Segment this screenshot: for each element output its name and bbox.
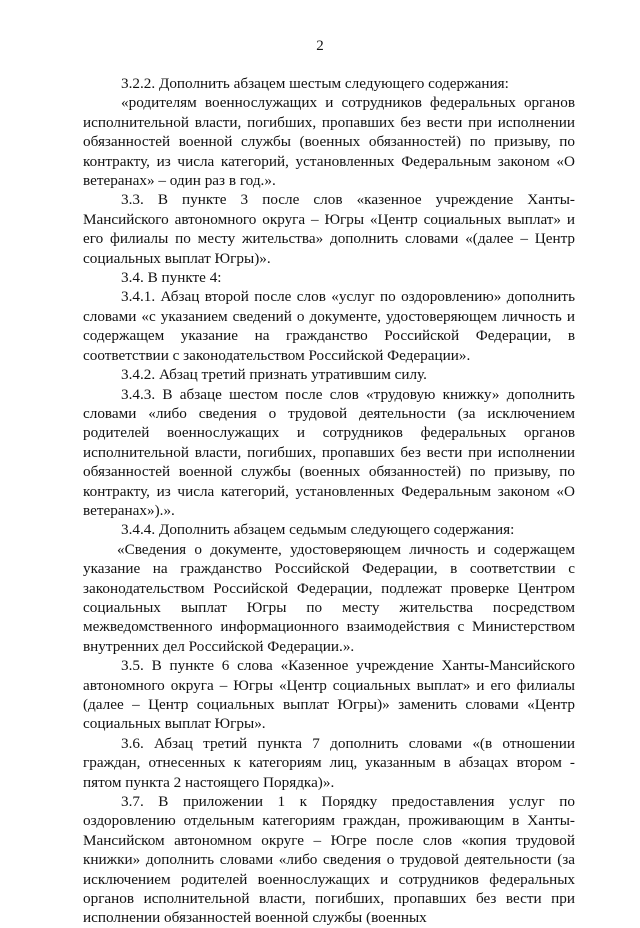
paragraph-3-4-3: 3.4.3. В абзаце шестом после слов «трудовую книжку» дополнить словами «либо сведения о трудовой деятельности (за исключением родителей военнослужащих и сотрудников федеральных органов исполнительной власти, погибших, пропавших без вести при исполнении обязанностей военной службы (военных обязанностей) по призыву, по контракту, из числа категорий, установленных Федеральным законом «О ветеранах»).». — [83, 385, 575, 519]
paragraph-3-4-4: 3.4.4. Дополнить абзацем седьмым следующего содержания: — [121, 521, 515, 539]
paragraph-3-4: 3.4. В пункте 4: — [121, 269, 222, 287]
paragraph-3-5: 3.5. В пункте 6 слова «Казенное учреждение Ханты-Мансийского автономного округа – Югры «Центр социальных выплат» и его филиалы (далее – Центр социальных выплат Югры)» заменить словами «Центр социальных выплат Югры». — [83, 657, 575, 733]
paragraph-3-4-1: 3.4.1. Абзац второй после слов «услуг по оздоровлению» дополнить словами «с указанием сведений о документе, удостоверяющем личность и содержащем указание на гражданство Российской Федерации, в соответствии с законодательством Российской Федерации». — [83, 288, 575, 364]
paragraph-3-2-2-quote: «родителям военнослужащих и сотрудников федеральных органов исполнительной власти, погибших, пропавших без вести при исполнении обязанностей военной службы (военных обязанностей) по призыву, по контракту, из числа категорий, установленных Федеральным законом «О ветеранах» – один раз в год.». — [83, 94, 575, 190]
paragraph-3-3: 3.3. В пункте 3 после слов «казенное учреждение Ханты-Мансийского автономного округа – Югры «Центр социальных выплат» и его филиалы по месту жительства» дополнить словами «(далее – Центр социальных выплат Югры)». — [83, 191, 575, 267]
paragraph-3-6: 3.6. Абзац третий пункта 7 дополнить словами «(в отношении граждан, отнесенных к категориям лиц, указанным в абзацах втором - пятом пункта 2 настоящего Порядка)». — [83, 734, 575, 791]
page-number: 2 — [316, 38, 324, 54]
paragraph-3-2-2: 3.2.2. Дополнить абзацем шестым следующего содержания: — [121, 75, 509, 92]
paragraph-3-7: 3.7. В приложении 1 к Порядку предоставления услуг по оздоровлению отдельным категориям граждан, проживающим в Ханты-Мансийском автономном округе – Югре после слов «копия трудовой книжки» дополнить словами «либо сведения о трудовой деятельности (за исключением родителей военнослужащих и сотрудников федеральных органов исполнительной власти, погибших, пропавших без вести при исполнении обязанностей военной службы (военных — [83, 793, 575, 927]
paragraph-3-4-2: 3.4.2. Абзац третий признать утратившим силу. — [121, 366, 427, 384]
paragraph-3-4-4-quote: «Сведения о документе, удостоверяющем личность и содержащем указание на гражданство Российской Федерации, в соответствии с законодательством Российской Федерации, подлежат проверке Центром социальных выплат Югры по месту жительства посредством межведомственного информационного взаимодействия с Министерством внутренних дел Российской Федерации.». — [83, 540, 575, 655]
document-body — [83, 74, 575, 928]
